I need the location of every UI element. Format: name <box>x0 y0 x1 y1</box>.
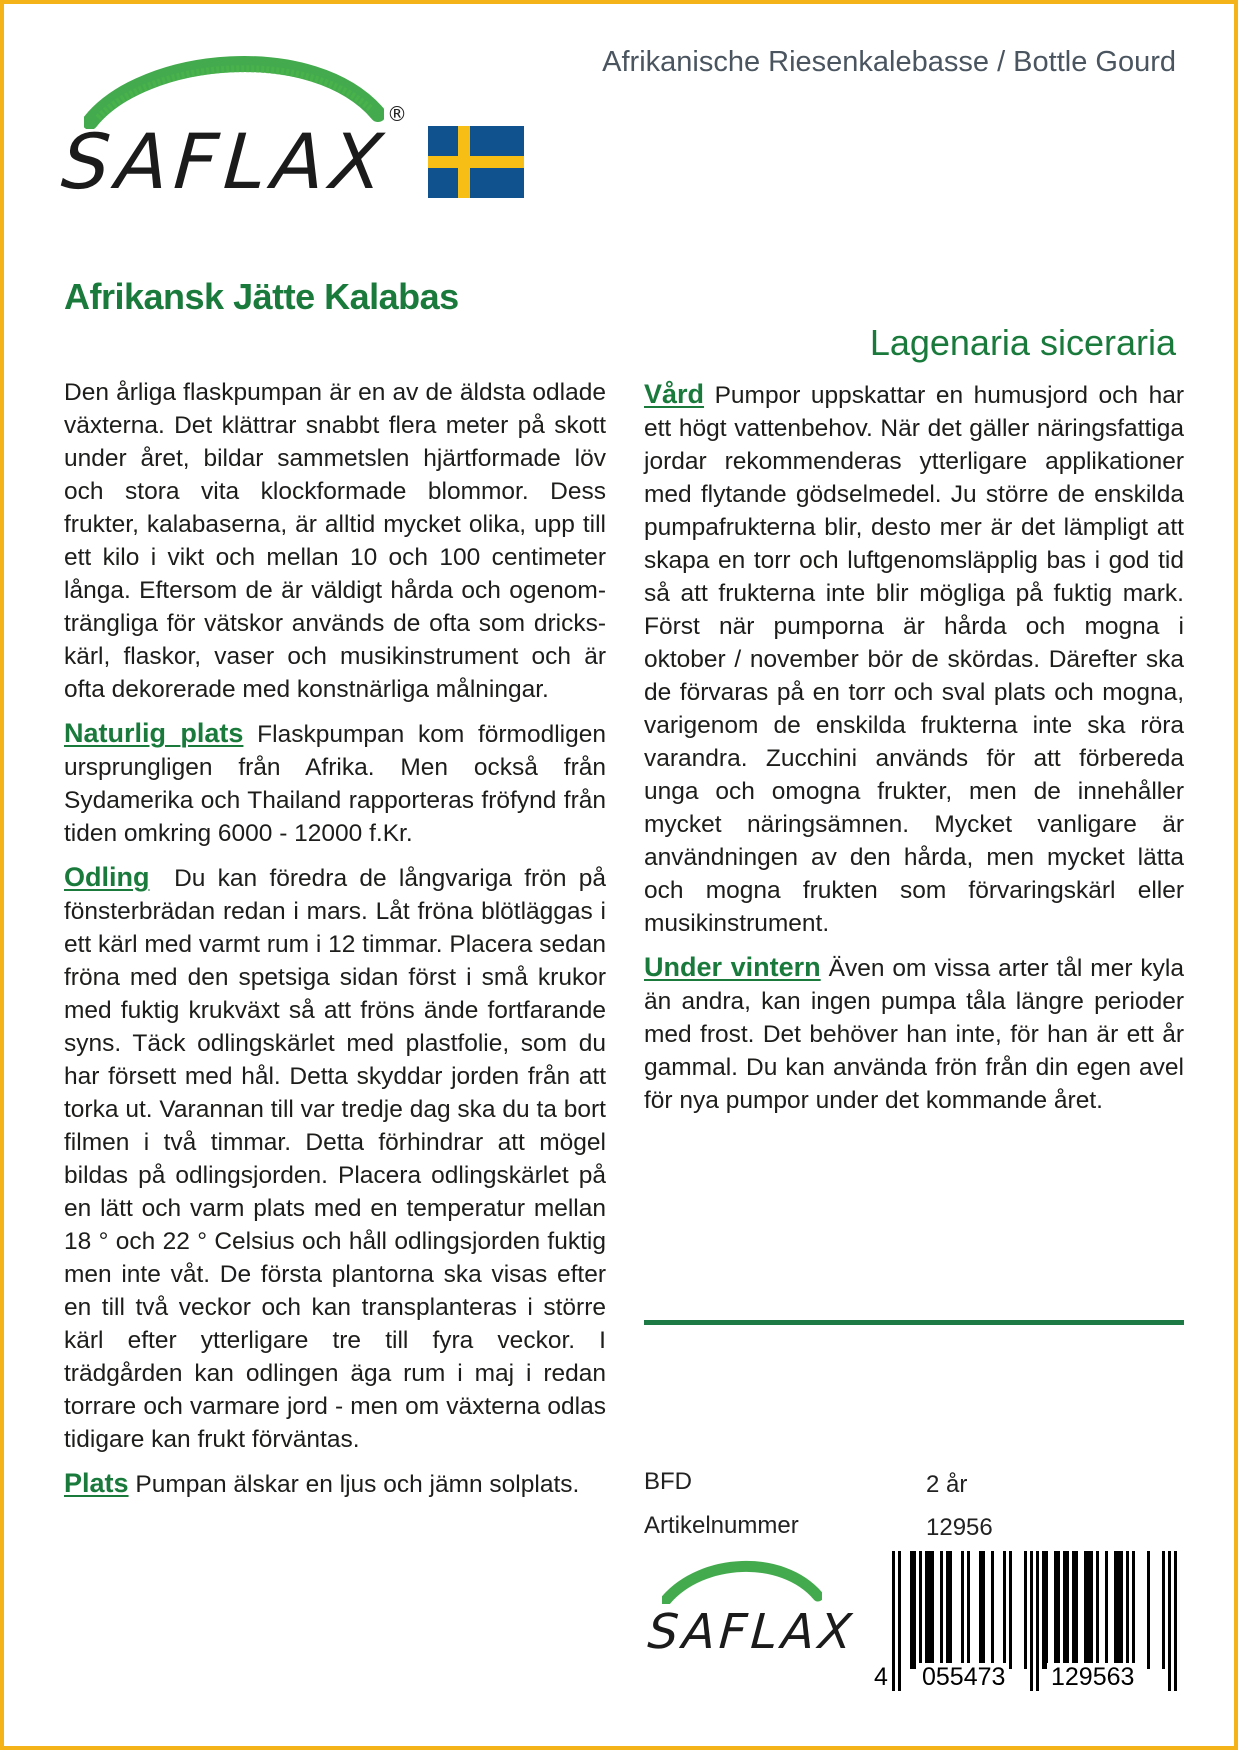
barcode-bar <box>1105 1551 1108 1669</box>
section-text: Pumpor uppskattar en humusjord och har ett högt vattenbehov. När det gäller näringsfattiga jordar rekommenderas ytterligare applikationer med flytande gödselmedel. Ju större de enskilda pumpafrukterna blir, desto mer är det lämpligt att skapa en torr och luftgenomsläpplig bas i god tid så att frukterna inte blir mögliga på fuktig mark. Först när pumporna är hårda och mogna i oktober / november bör de skördas. Därefter ska de förvaras på en torr och sval plats och mogna, varigenom de enskilda frukterna inte ska röra varandra. Zucchini används för att förbereda unga och omogna frukter, men de innehåller mycket näringsämnen. Mycket vanligare är användningen av den hårda, men mycket lätta och mogna frukten som förvaringskärl eller musikinstrument. <box>644 382 1184 937</box>
barcode-bar <box>1045 1551 1048 1669</box>
barcode-bar <box>979 1551 982 1669</box>
barcode-bar <box>898 1551 901 1691</box>
section-text: Flaskpumpan kom förmodligen ursprungligen från Afrika. Men också från Sydamerika och Thailand rapporteras fröfynd från tiden omkring 6000 - 12000 f.Kr. <box>64 721 606 847</box>
article-number-value: 12956 <box>926 1514 993 1541</box>
intro-text: Den årliga flaskpumpan är en av de äldsta odlade växterna. Det klättrar snabbt flera meter på skott under året, bildar sammetslen hjärtformade löv och stora vita klockformade blommor. Dess frukter, kalabaserna, är alltid mycket olika, upp till ett kilo i vikt och mellan 10 och 100 centimeter långa. Eftersom de är väldigt hårda och ogenomträngliga för vätskor används de ofta som drickskärl, flaskor, vaser och musikinstrument och är ofta dekorerade med konstnärliga målningar. <box>64 379 606 703</box>
saflax-logo-small <box>648 1554 868 1664</box>
barcode <box>874 1551 1184 1699</box>
barcode-bar <box>1162 1551 1165 1669</box>
green-arc-icon <box>662 1554 822 1604</box>
barcode-bar <box>919 1551 922 1669</box>
section-text: Även om vissa arter tål mer kyla än andra, kan ingen pumpa tåla längre perioder med frost. Det behöver han inte, för han är ett år gammal. Du kan använda frön från din egen avel för nya pumpor under det kommande året. <box>644 955 1184 1114</box>
barcode-bar <box>982 1551 985 1669</box>
article-number-label: Artikelnummer <box>644 1512 799 1539</box>
brand-name: SAFLAX <box>646 1604 858 1660</box>
barcode-bar <box>1090 1551 1093 1669</box>
barcode-bar <box>1084 1551 1087 1669</box>
section-vard <box>644 378 1184 940</box>
barcode-left-group: 055473 <box>918 1663 1009 1691</box>
barcode-bar <box>946 1551 949 1669</box>
left-column <box>64 376 606 1512</box>
barcode-bar <box>1057 1551 1060 1669</box>
barcode-bar <box>913 1551 916 1669</box>
section-naturlig-plats <box>64 717 606 850</box>
barcode-bar <box>1054 1551 1057 1669</box>
barcode-bar <box>940 1551 943 1669</box>
section-odling <box>64 861 606 1456</box>
brand-name: SAFLAX <box>58 117 392 206</box>
section-under-vintern <box>644 951 1184 1117</box>
barcode-bar <box>925 1551 928 1669</box>
bfd-value: 2 år <box>926 1471 968 1498</box>
barcode-bar <box>1147 1551 1150 1669</box>
barcode-bar <box>1003 1551 1006 1669</box>
product-title: Afrikansk Jätte Kalabas <box>64 276 459 317</box>
barcode-bar <box>1120 1551 1123 1669</box>
section-text: Pumpan älskar en ljus och jämn solplats. <box>135 1471 580 1498</box>
section-heading: Vård <box>644 379 705 409</box>
right-column <box>644 378 1184 1128</box>
section-text: Du kan föredra de långvariga frön på fönsterbrädan redan i mars. Låt fröna blötläggas i ett kärl med varmt rum i 12 timmar. Placera sedan fröna med den spetsiga sidan först i små krukor med fuktig krukväxt så att fröns ände fortfarande syns. Täck odlingskärlet med plastfolie, som du har försett med hål. Detta skyddar jorden från att torka ut. Varannan till var tredje dag ska du ta bort filmen i två timmar. Detta förhindrar att mögel bildas på odlingsjorden. Placera odlingskärlet på en lätt och varm plats med en temperatur mellan 18 ° och 22 ° Celsius och håll odlingsjorden fuktig men inte våt. De första plantorna ska visas efter en till två veckor och kan transplanteras i större kärl efter ytterligare tre till fyra veckor. I trädgården kan odlingen äga rum i maj i redan torrare och varmare jord - men om växterna odlas tidigare kan frukt förväntas. <box>64 865 606 1453</box>
barcode-bar <box>1075 1551 1078 1669</box>
barcode-bar <box>967 1551 970 1669</box>
barcode-right-group: 129563 <box>1047 1663 1138 1691</box>
header-title: Afrikanische Riesenkalebasse / Bottle Gourd <box>602 46 1176 78</box>
barcode-bar <box>991 1551 994 1669</box>
barcode-bar <box>1117 1551 1120 1669</box>
barcode-bar <box>1030 1551 1033 1691</box>
barcode-bar <box>928 1551 931 1669</box>
bfd-label: BFD <box>644 1468 692 1495</box>
barcode-bar <box>1036 1551 1039 1691</box>
section-plats <box>64 1467 606 1501</box>
barcode-bar <box>892 1551 895 1691</box>
barcode-bar <box>1168 1551 1171 1691</box>
barcode-bar <box>931 1551 934 1669</box>
barcode-bar <box>1132 1551 1135 1669</box>
section-heading: Plats <box>64 1468 129 1498</box>
barcode-bar <box>949 1551 952 1669</box>
barcode-bar <box>1024 1551 1027 1669</box>
sweden-flag-icon <box>428 126 524 198</box>
latin-name: Lagenaria siceraria <box>869 322 1176 363</box>
registered-mark: ® <box>387 102 407 126</box>
barcode-bar <box>1009 1551 1012 1669</box>
barcode-bar <box>1096 1551 1099 1669</box>
section-heading: Under vintern <box>644 952 821 982</box>
barcode-bar <box>1066 1551 1069 1669</box>
saflax-logo <box>58 44 422 214</box>
barcode-bar <box>1126 1551 1129 1669</box>
barcode-bar <box>1114 1551 1117 1669</box>
barcode-bar <box>1042 1551 1045 1669</box>
barcode-bar <box>1087 1551 1090 1669</box>
section-heading: Odling <box>64 862 150 892</box>
barcode-bar <box>1174 1551 1177 1691</box>
barcode-bar <box>961 1551 964 1669</box>
barcode-bar <box>910 1551 913 1669</box>
barcode-bar <box>1072 1551 1075 1669</box>
section-heading: Naturlig plats <box>64 718 244 748</box>
barcode-first-digit: 4 <box>874 1663 888 1691</box>
divider <box>644 1320 1184 1325</box>
barcode-bar <box>1063 1551 1066 1669</box>
